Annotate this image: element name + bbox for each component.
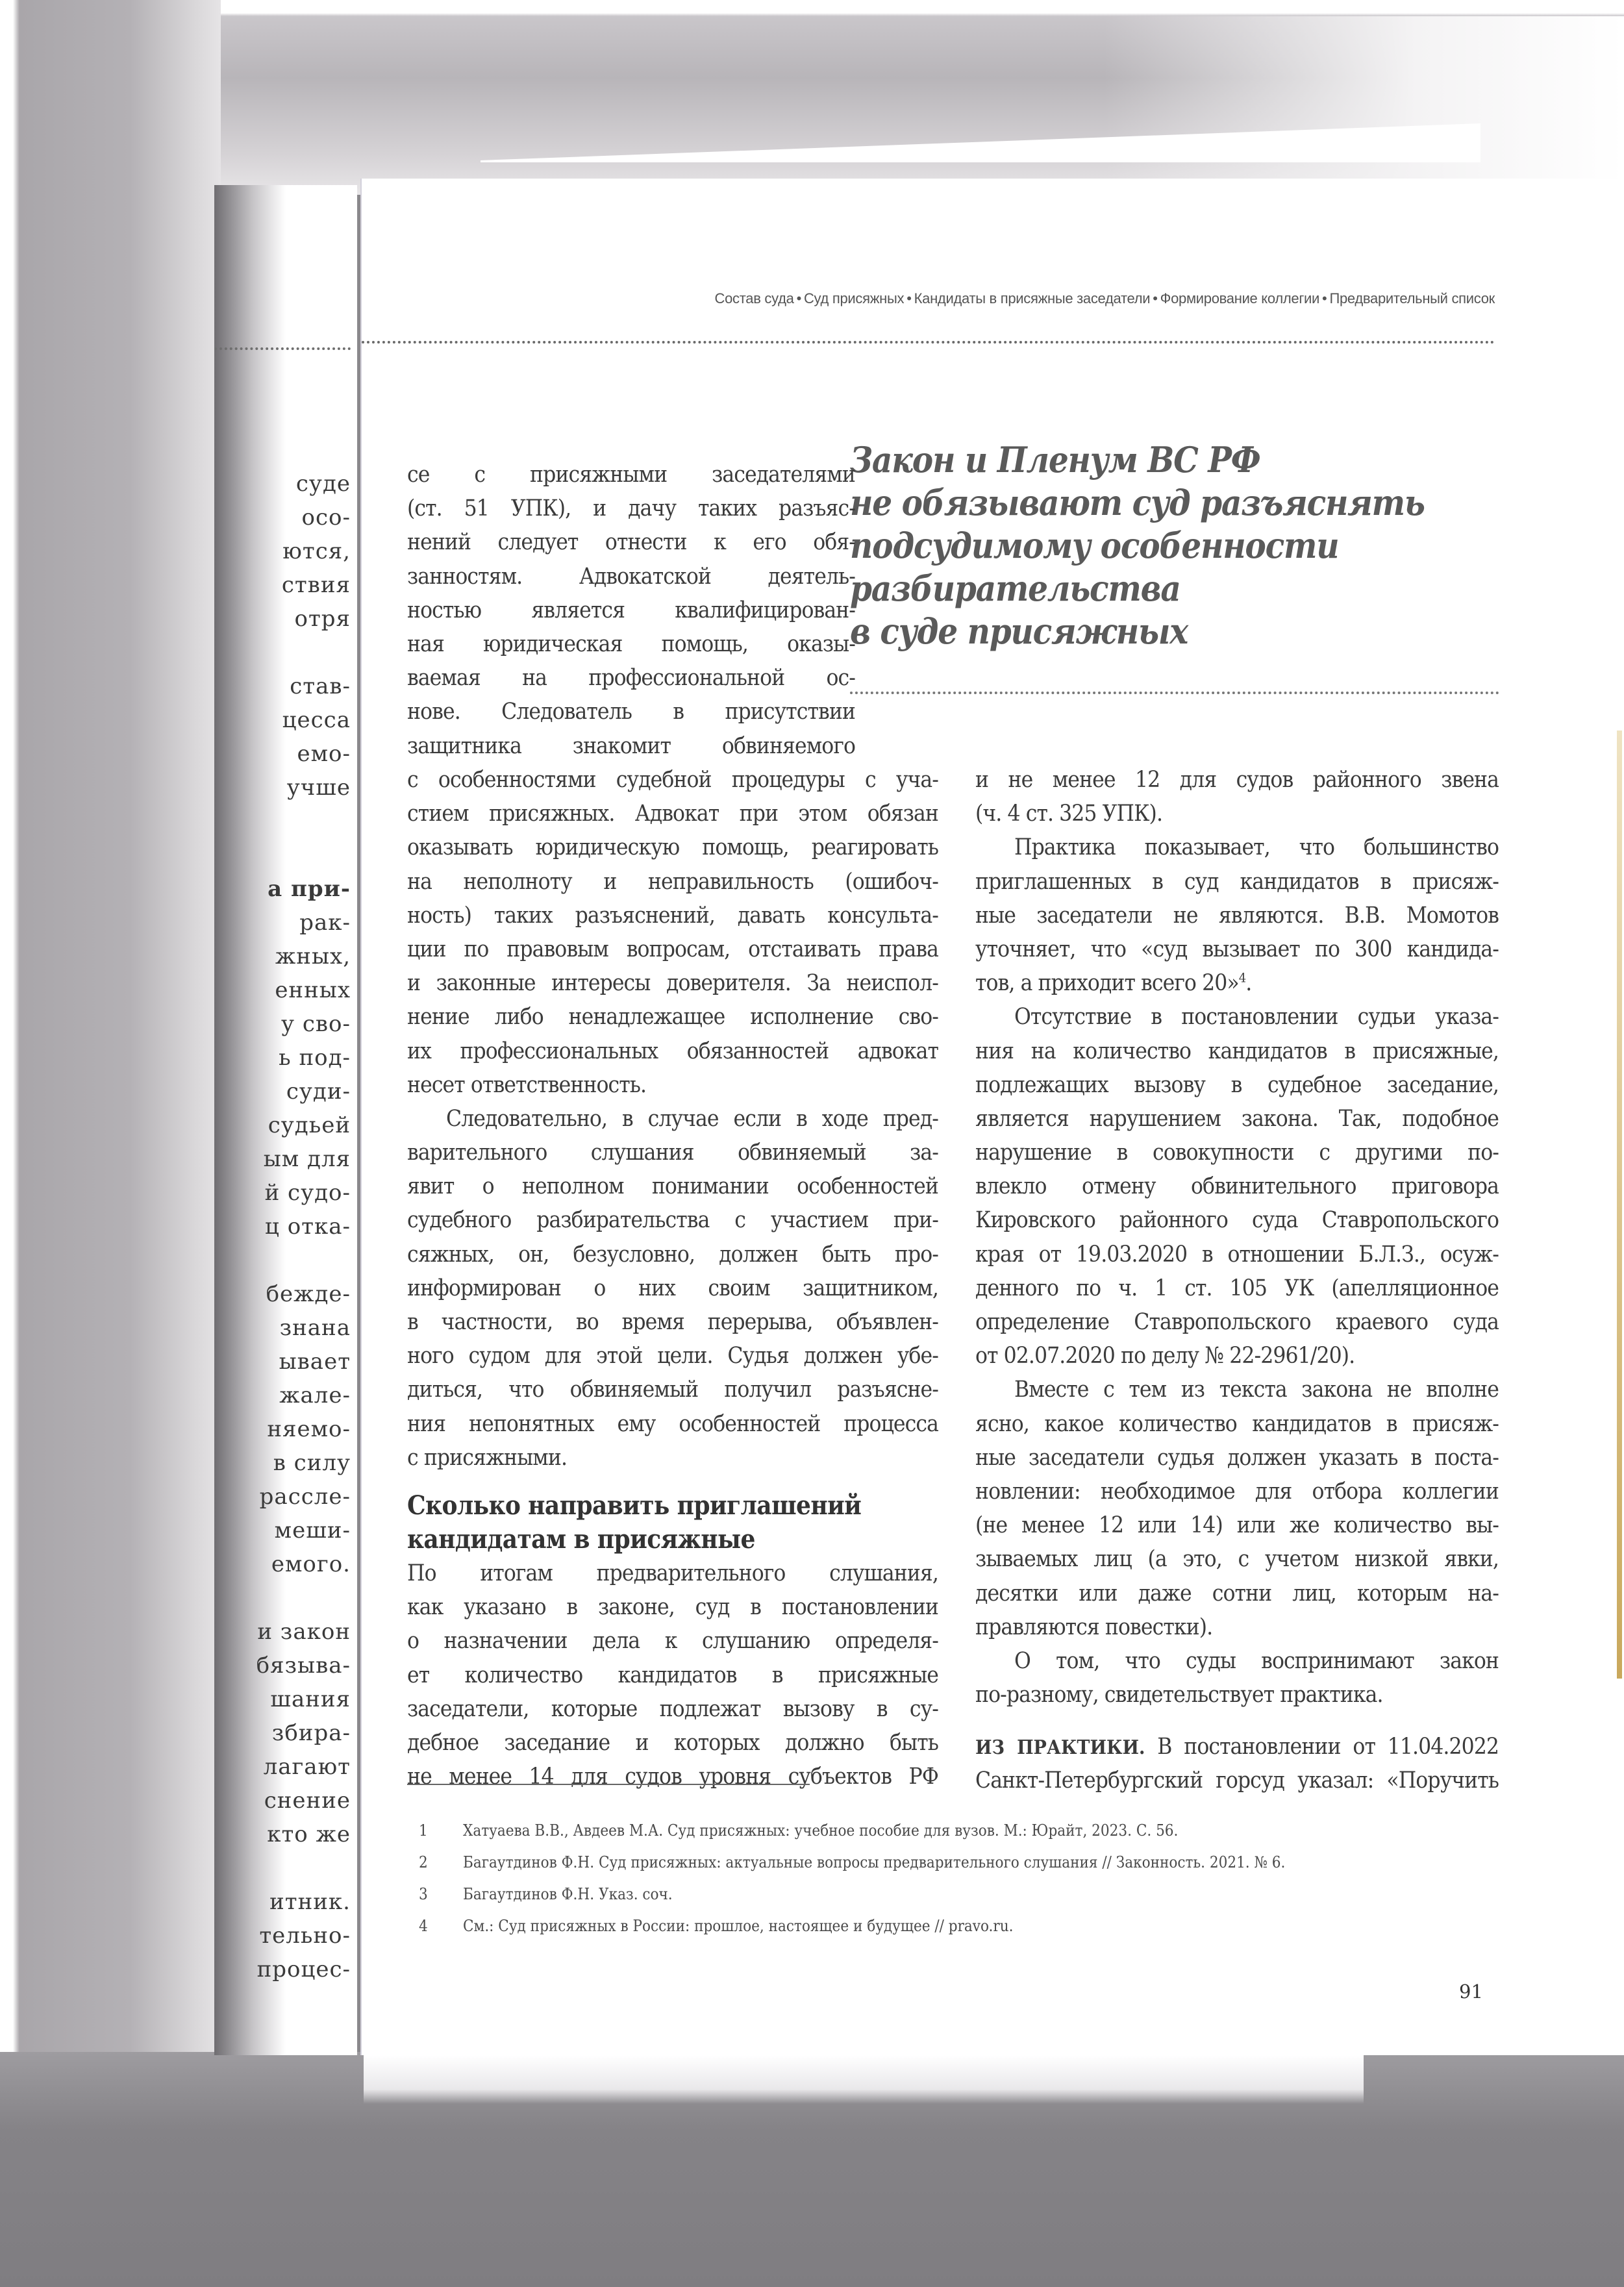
previous-page-text-fragment: меши- <box>274 1518 351 1543</box>
text-line: края от 19.03.2020 в отношении Б.Л.З., осуж- <box>975 1241 1499 1268</box>
previous-page-text-fragment: став- <box>290 673 351 699</box>
pull-quote-line: разбирательства <box>850 568 1181 609</box>
book-page <box>360 179 1624 2055</box>
footnote <box>419 1815 1458 1847</box>
previous-page-text-fragment: енных <box>275 977 351 1003</box>
breadcrumb-separator: • <box>906 290 912 306</box>
previous-page-text-fragment: збира- <box>271 1720 351 1746</box>
breadcrumb-item: Состав суда <box>714 290 794 306</box>
previous-page-text-fragment: кто же <box>267 1821 351 1847</box>
practice-label: ИЗ ПРАКТИКИ. <box>975 1736 1145 1760</box>
text-line: Практика показывает, что большинство <box>1014 834 1499 861</box>
text-line: Вместе с тем из текста закона не вполне <box>1014 1377 1499 1403</box>
text-line: определение Ставропольского краевого суда <box>975 1309 1499 1335</box>
pull-quote-line: подсудимому особенности <box>850 525 1339 566</box>
text-line: информирован о них своим защитником, <box>407 1275 938 1301</box>
previous-page-text-fragment: у сво- <box>281 1011 351 1037</box>
text-line: на неполноту и неправильность (ошибоч- <box>407 868 938 895</box>
previous-page-text-fragment: ь под- <box>279 1045 351 1071</box>
text-fragment: . <box>1245 970 1252 997</box>
pull-quote-line: не обязывают суд разъяснять <box>850 482 1425 523</box>
previous-page-text-fragment: жных, <box>275 944 351 969</box>
previous-page-text-fragment: ым для <box>263 1146 351 1172</box>
breadcrumb-item: Предварительный список <box>1329 290 1495 306</box>
footnote-text: Багаутдинов Ф.Н. Указ. соч. <box>463 1885 673 1903</box>
previous-page-text-fragment: й судо- <box>264 1180 351 1206</box>
previous-page-text-fragment: ывает <box>279 1349 351 1375</box>
text-line: подлежащих вызову в судебное заседание, <box>975 1071 1499 1098</box>
text-line: варительного слушания обвиняемый за- <box>407 1140 938 1166</box>
text-line: нарушение в совокупности с другими по- <box>975 1140 1499 1166</box>
previous-page-text-fragment: отря <box>294 606 351 632</box>
footnote-reference: 4 <box>1238 969 1246 986</box>
text-line: се с присяжными заседателями <box>407 462 855 488</box>
text-line: является нарушением закона. Так, подобное <box>975 1105 1499 1132</box>
running-head <box>715 290 1495 307</box>
footnote <box>419 1847 1458 1879</box>
previous-page-text-fragment: ствия <box>281 572 351 598</box>
previous-page-text-fragment: лагают <box>263 1754 351 1780</box>
text-line: ного судом для этой цели. Судья должен убе- <box>407 1343 938 1369</box>
page-number: 91 <box>1459 1981 1483 2003</box>
footnote-text: Хатуаева В.В., Авдеев М.А. Суд присяжных: учебное пособие для вузов. М.: Юрайт, 2023. С. 56. <box>463 1821 1179 1840</box>
previous-page-text-fragment: ц отка- <box>265 1214 351 1240</box>
previous-page-text-fragment: суде <box>295 471 351 497</box>
text-line: нове. Следователь в присутствии <box>407 699 855 725</box>
text-line: ностью является квалифицирован- <box>407 597 855 623</box>
text-line: зываемых лиц (а это, с учетом низкой явки, <box>975 1546 1499 1573</box>
text-line: ет количество кандидатов в присяжные <box>407 1662 938 1688</box>
previous-page-text-fragment: учше <box>286 775 351 801</box>
text-line: ваемая на профессиональной ос- <box>407 665 855 692</box>
practice-line: Санкт-Петербургский горсуд указал: «Поручить <box>975 1768 1499 1794</box>
previous-page-text-fragment: осо- <box>301 505 351 531</box>
text-line: оказывать юридическую помощь, реагировать <box>407 834 938 861</box>
text-line: стием присяжных. Адвокат при этом обязан <box>407 801 938 827</box>
previous-page-text-fragment: и закон <box>257 1619 351 1645</box>
previous-page-text-fragment: знана <box>279 1315 351 1341</box>
header-dotted-rule <box>362 341 1495 344</box>
scanner-background-left <box>0 0 221 2287</box>
text-line: десятки или даже сотни лиц, которым на- <box>975 1580 1499 1606</box>
text-line: Следовательно, в случае если в ходе пред- <box>446 1105 938 1132</box>
text-line: защитника знакомит обвиняемого <box>407 732 855 759</box>
text-line: заседатели, которые подлежат вызову в су- <box>407 1695 938 1722</box>
practice-text: В постановлении от 11.04.2022 <box>1157 1734 1499 1760</box>
left-column-top <box>407 458 855 763</box>
practice-line <box>975 1730 1499 1764</box>
text-line: ные заседатели судья должен указать в поста- <box>975 1444 1499 1471</box>
text-line: По итогам предварительного слушания, <box>407 1560 938 1586</box>
previous-page-text-fragment: процес- <box>256 1956 351 1982</box>
text-line: ния на количество кандидатов в присяжные, <box>975 1038 1499 1064</box>
footnote-number: 1 <box>419 1821 428 1840</box>
text-line: ность) таких разъяснений, давать консульта- <box>407 902 938 929</box>
footnote-number: 2 <box>419 1853 428 1871</box>
previous-page-text-fragment: цесса <box>282 707 351 733</box>
text-line: новлении: необходимое для отбора коллегии <box>975 1478 1499 1505</box>
footnote-rule <box>407 1784 810 1785</box>
section-heading-line: Сколько направить приглашений <box>407 1490 862 1521</box>
footnote-number: 4 <box>419 1917 428 1935</box>
footnote <box>419 1879 1458 1910</box>
text-line: правляются повестки). <box>975 1614 1213 1640</box>
pull-quote-line: в суде присяжных <box>850 610 1188 652</box>
text-line: ния непонятных ему особенностей процесса <box>407 1410 938 1437</box>
text-line: О том, что суды воспринимают закон <box>1014 1647 1499 1674</box>
footnote-text: Багаутдинов Ф.Н. Суд присяжных: актуальные вопросы предварительного слушания // Законность. 2021. № 6. <box>463 1853 1286 1871</box>
footnote <box>419 1910 1458 1942</box>
previous-page-text-fragment: ются, <box>282 538 351 564</box>
text-line: ные заседатели не являются. В.В. Момотов <box>975 902 1499 929</box>
text-line: ции по правовым вопросам, отстаивать права <box>407 936 938 962</box>
previous-page-text-fragment: суди- <box>286 1079 351 1105</box>
footnote-text: См.: Суд присяжных в России: прошлое, настоящее и будущее // pravo.ru. <box>463 1917 1014 1935</box>
previous-page-text-fragment: снение <box>264 1788 351 1814</box>
pull-quote <box>850 438 1434 653</box>
section-heading <box>407 1489 938 1556</box>
text-line: в частности, во время перерыва, объявлен- <box>407 1309 938 1335</box>
text-line: от 02.07.2020 по делу № 22-2961/20). <box>975 1343 1355 1369</box>
text-line: и законные интересы доверителя. За неиспол- <box>407 970 938 997</box>
text-line: несет ответственность. <box>407 1071 647 1098</box>
footnote-number: 3 <box>419 1885 428 1903</box>
text-line: (ч. 4 ст. 325 УПК). <box>975 801 1163 827</box>
text-line: Кировского районного суда Ставропольского <box>975 1207 1499 1234</box>
text-line <box>975 966 1499 1000</box>
text-line: с присяжными. <box>407 1444 568 1471</box>
breadcrumb-separator: • <box>796 290 801 306</box>
text-line: (ст. 51 УПК), и дачу таких разъяс- <box>407 495 855 522</box>
text-line: Отсутствие в постановлении судьи указа- <box>1014 1004 1499 1031</box>
text-line: ясно, какое количество кандидатов в присяж- <box>975 1410 1499 1437</box>
previous-page-text-fragment: тельно- <box>259 1923 351 1949</box>
previous-page-text-fragment: итник. <box>269 1889 351 1915</box>
breadcrumb-separator: • <box>1153 290 1158 306</box>
breadcrumb-item: Суд присяжных <box>803 290 905 306</box>
text-line: занностям. Адвокатской деятель- <box>407 563 855 590</box>
text-line: ная юридическая помощь, оказы- <box>407 631 855 657</box>
text-line: судебного разбирательства с участием при- <box>407 1207 938 1234</box>
breadcrumb-item: Кандидаты в присяжные заседатели <box>914 290 1151 306</box>
text-line: дебное заседание и которых должно быть <box>407 1729 938 1756</box>
paragraph-spacer <box>975 1712 1499 1730</box>
previous-page-text-fragment: шания <box>270 1686 351 1712</box>
text-line: о назначении дела к слушанию определя- <box>407 1628 938 1655</box>
text-line: их профессиональных обязанностей адвокат <box>407 1038 938 1064</box>
previous-page-text-fragment: судьей <box>268 1112 351 1138</box>
footnotes <box>419 1815 1458 1942</box>
text-line: с особенностями судебной процедуры с уча- <box>407 767 938 793</box>
previous-page-dotted-rule <box>214 347 351 350</box>
previous-page-text-fragment: бежде- <box>266 1281 351 1307</box>
previous-page-text-fragment: жале- <box>279 1382 351 1408</box>
previous-page-text-fragment: бязыва- <box>256 1653 351 1679</box>
text-line: и не менее 12 для судов районного звена <box>975 767 1499 793</box>
previous-page-text-fragment: рак- <box>299 910 351 936</box>
text-line: влекло отмену обвинительного приговора <box>975 1173 1499 1200</box>
breadcrumb-separator: • <box>1322 290 1327 306</box>
text-line: приглашенных в суд кандидатов в присяж- <box>975 868 1499 895</box>
previous-page-text-fragment: няемо- <box>267 1416 351 1442</box>
previous-page-text-fragment: в силу <box>273 1450 351 1476</box>
page-gold-edge <box>1617 731 1622 1679</box>
text-line: по-разному, свидетельствует практика. <box>975 1682 1383 1708</box>
text-line: сяжных, он, безусловно, должен быть про- <box>407 1241 938 1268</box>
text-line: нений следует отнести к его обя- <box>407 529 855 556</box>
pull-quote-dotted-rule <box>850 692 1499 694</box>
text-line: денного по ч. 1 ст. 105 УК (апелляционное <box>975 1275 1499 1301</box>
text-line: не менее 14 для судов уровня субъектов РФ <box>407 1764 938 1790</box>
breadcrumb-item: Формирование коллегии <box>1160 290 1320 306</box>
pull-quote-line: Закон и Пленум ВС РФ <box>850 439 1260 481</box>
section-heading-line: кандидатам в присяжные <box>407 1523 755 1555</box>
previous-page-text-fragment: емо- <box>297 741 351 767</box>
page-stack-edge <box>364 2055 1364 2104</box>
previous-page-text-fragment: емого. <box>271 1551 351 1577</box>
text-line: явит о неполном понимании особенностей <box>407 1173 938 1200</box>
text-line: уточняет, что «суд вызывает по 300 кандида- <box>975 936 1499 962</box>
right-column <box>975 763 1499 1798</box>
left-column <box>407 763 938 1793</box>
text-line: диться, что обвиняемый получил разъясне- <box>407 1377 938 1403</box>
previous-page-text-fragment: а при- <box>268 876 351 902</box>
text-line: как указано в законе, суд в постановлении <box>407 1594 938 1621</box>
text-fragment: тов, а приходит всего 20» <box>975 970 1239 997</box>
previous-page-text-fragment: рассле- <box>259 1484 351 1510</box>
text-line: нение либо ненадлежащее исполнение сво- <box>407 1004 938 1031</box>
text-line: (не менее 12 или 14) или же количество вы- <box>975 1512 1499 1539</box>
previous-page-strip <box>214 185 357 2055</box>
